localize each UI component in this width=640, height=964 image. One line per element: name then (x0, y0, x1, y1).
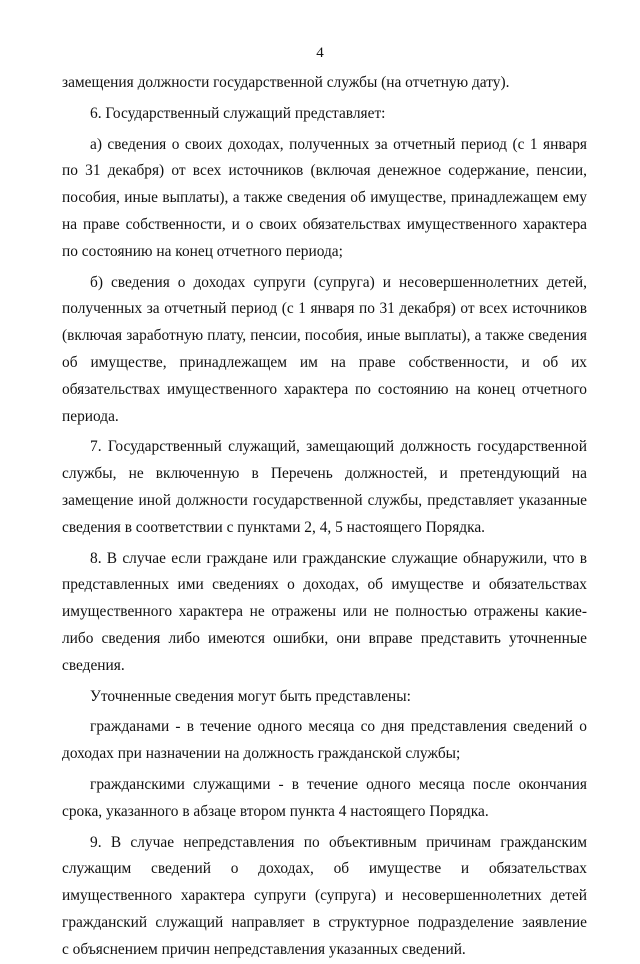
paragraph-continuation: замещения должности государственной службы (на отчетную дату). (62, 74, 510, 91)
paragraph-item-9: 9. В случае непредставления по объективным причинам гражданским служащим сведений о доходах, об имуществе и обязательствах имущественного характера супруги (супруга) и несовершеннолетних детей гражданский служащий направляет в структурное подразделение заявление (62, 833, 587, 931)
paragraph-clarified-info-intro: Уточненные сведения могут быть представлены: (90, 687, 411, 705)
page-number: 4 (316, 45, 324, 61)
paragraph-citizens-deadline: гражданами - в течение одного месяца со дня представления сведений о доходах при назначении на должность гражданской службы; (62, 718, 587, 763)
paragraph-item-9-ending: с объяснением причин непредставления указанных сведений. (62, 940, 466, 958)
paragraph-item-7: 7. Государственный служащий, замещающий должность государственной службы, не включенную в Перечень должностей, и претендующий на замещение иной должности государственной службы, представляет указанные сведения в соответствии с пунктами 2, 4, 5 настоящего Порядка. (62, 438, 587, 536)
document-body (62, 70, 587, 964)
paragraph-subitem-a: а) сведения о своих доходах, полученных за отчетный период (с 1 января по 31 декабря) от всех источников (включая денежное содержание, пенсии, пособия, иные выплаты), а также сведения об имуществе, принадлежащем ему на праве собственности, и о своих обязательствах имущественного характера по состоянию на конец отчетного периода; (62, 135, 587, 260)
paragraph-civil-servants-deadline: гражданскими служащими - в течение одного месяца после окончания срока, указанного в абзаце втором пункта 4 настоящего Порядка. (62, 775, 587, 820)
paragraph-item-6: 6. Государственный служащий представляет: (90, 104, 386, 122)
paragraph-subitem-b: б) сведения о доходах супруги (супруга) и несовершеннолетних детей, полученных за отчетный период (с 1 января по 31 декабря) от всех источников (включая заработную плату, пенсии, пособия, иные выплаты), а также сведения об имуществе, принадлежащем им на праве собственности, и об их обязательствах имущественного характера по состоянию на конец отчетного периода. (62, 273, 587, 425)
paragraph-item-8: 8. В случае если граждане или гражданские служащие обнаружили, что в представленных ими сведениях о доходах, об имуществе и обязательствах имущественного характера не отражены или не полностью отражены какие-либо сведения либо имеются ошибки, они вправе представить уточненные сведения. (62, 549, 587, 674)
